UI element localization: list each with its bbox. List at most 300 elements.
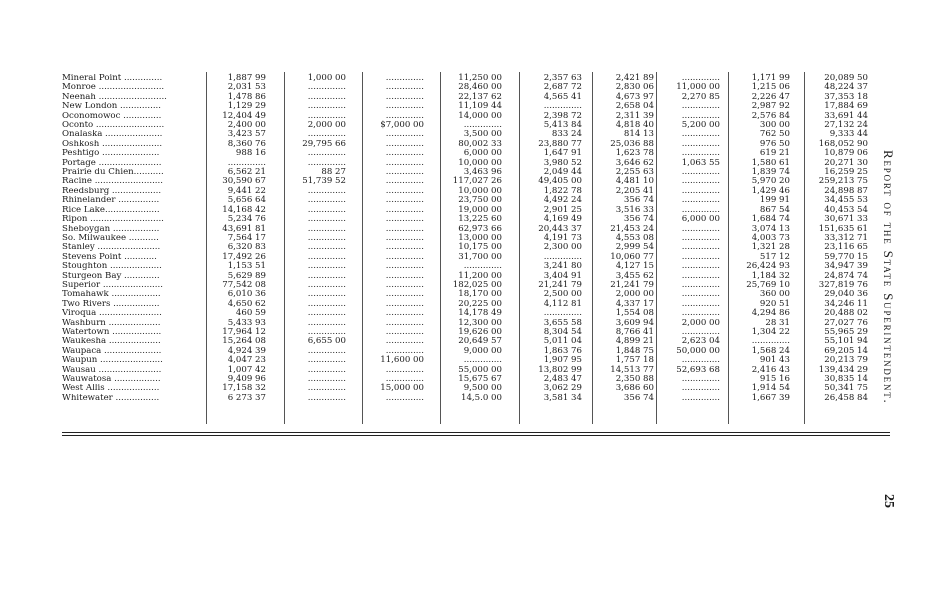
cell-col1: 6 273 37 [227,392,266,403]
cell-col5: 5,413 84 [543,120,582,131]
cell-col4: 11,250 00 [458,73,502,83]
cell-col2: .............. [307,91,346,102]
cell-col6: 4,818 40 [615,120,654,131]
cell-col1: 5,433 93 [227,317,266,328]
cell-total: 33,691 44 [824,110,868,121]
cell-col6: 8,766 41 [615,326,654,337]
cell-col1: 4,047 23 [227,355,266,366]
cell-col5: 23,880 77 [538,138,582,149]
cell-col1: 15,264 08 [222,336,266,347]
cell-total: 327,819 76 [818,279,868,290]
cell-total: 10,879 06 [824,148,868,159]
cell-col1: 5,656 64 [227,195,266,206]
cell-col2: .............. [307,308,346,319]
cell-col6: 4,553 08 [615,232,654,243]
cell-col8: 1,184 32 [751,270,790,281]
cell-col4: 117,027 26 [452,176,502,187]
cell-total: 50,341 75 [824,383,868,394]
cell-col4: 55,000 00 [458,364,502,375]
district-name: Sturgeon Bay ............. [62,271,160,281]
cell-col2: .............. [307,326,346,337]
cell-col5: 833 24 [551,129,582,140]
cell-col3: .............. [385,110,424,121]
cell-col7: .............. [681,251,720,262]
district-name: Superior ...................... [62,280,163,290]
cell-col6: 3,455 62 [615,270,654,281]
column-divider [519,72,520,424]
cell-col4: 10,175 00 [458,242,502,253]
cell-col6: 21,241 79 [610,279,654,290]
cell-col1: 1,153 51 [227,261,266,272]
district-name: Watertown .................. [62,327,162,337]
cell-col6: 2,658 04 [615,101,654,112]
cell-col4: 14,5.0 00 [460,392,502,403]
cell-col7: .............. [681,73,720,83]
cell-col6: 4,481 10 [615,176,654,187]
cell-col1: 8,360 76 [227,138,266,149]
cell-total: 20,213 79 [824,355,868,366]
cell-total: 168,052 90 [818,138,868,149]
cell-col7: .............. [681,270,720,281]
cell-col5: 3,581 34 [543,392,582,403]
cell-col6: 356 74 [623,195,654,206]
cell-col5: 2,500 00 [543,289,582,300]
cell-col7: .............. [681,176,720,187]
cell-col7: .............. [681,242,720,253]
cell-col6: 2,350 88 [615,374,654,384]
cell-total: 34,246 11 [824,298,868,309]
page-number [878,494,898,522]
cell-total: 40,453 54 [824,204,868,215]
cell-col7: .............. [681,355,720,366]
cell-col8: 26,424 93 [746,261,790,272]
cell-col8: 25,769 10 [746,279,790,290]
cell-col7: .............. [681,101,720,112]
cell-col5: .............. [543,308,582,319]
cell-col1: 6,562 21 [227,167,266,178]
cell-col7: .............. [681,148,720,159]
cell-col3: .............. [385,251,424,262]
cell-col2: .............. [307,110,346,121]
column-divider [728,72,729,424]
cell-col3: .............. [385,101,424,112]
district-name: Waukesha ................... [62,337,161,347]
cell-col6: 2,830 06 [615,82,654,93]
cell-col7: 11,000 00 [676,82,720,93]
cell-col1: 988 16 [235,148,266,159]
cell-col1: 17,492 26 [222,251,266,262]
cell-col4: 62,973 66 [458,223,502,234]
cell-col2: .............. [307,289,346,300]
cell-col1: 2,400 00 [227,120,266,131]
cell-col1: 9,409 96 [227,374,266,384]
cell-col6: 1,554 08 [615,308,654,319]
cell-col6: 4,127 15 [615,261,654,272]
table-bottom-rule [62,432,890,433]
cell-col4: 9,000 00 [463,345,502,356]
cell-col4: .............. [463,261,502,272]
cell-col6: 2,311 39 [615,110,654,121]
cell-col2: .............. [307,374,346,384]
cell-col5: 21,241 79 [538,279,582,290]
district-name: Two Rivers ................. [62,299,160,309]
cell-col4: 10,000 00 [458,185,502,196]
cell-col3: .............. [385,392,424,403]
cell-col1: 43,691 81 [222,223,266,234]
cell-total: 24,898 87 [824,185,868,196]
district-name: New London ............... [62,102,162,112]
district-name: Neenah ......................... [62,92,167,102]
cell-col6: 25,036 88 [610,138,654,149]
cell-col5: 13,802 99 [538,364,582,375]
cell-col1: 1,478 86 [227,91,266,102]
cell-col4: 20,225 00 [458,298,502,309]
cell-total: 34,947 39 [824,261,868,272]
cell-col3: .............. [385,148,424,159]
cell-total: 33,312 71 [824,232,868,243]
cell-col2: .............. [307,148,346,159]
cell-col7: .............. [681,308,720,319]
cell-total: 17,884 69 [824,101,868,112]
cell-col4: 20,649 57 [458,336,502,347]
cell-col3: .............. [385,364,424,375]
cell-col8: 2,416 43 [751,364,790,375]
district-name: Oconomowoc .............. [62,111,162,121]
cell-col2: .............. [307,223,346,234]
cell-col7: 6,000 00 [681,214,720,225]
cell-total: 48,224 37 [824,82,868,93]
cell-col8: 4,294 86 [751,308,790,319]
cell-col5: 2,049 44 [543,167,582,178]
cell-col5: 3,241 80 [543,261,582,272]
cell-col1: 14,168 42 [222,204,266,215]
running-head [874,150,896,430]
cell-col6: 3,609 94 [615,317,654,328]
cell-col7: .............. [681,185,720,196]
column-divider [656,72,657,424]
cell-col2: 29,795 66 [302,138,346,149]
cell-total: 139,434 29 [818,364,868,375]
cell-col2: .............. [307,157,346,168]
cell-col5: 4,169 49 [543,214,582,225]
cell-col2: 88 27 [321,167,346,178]
cell-col5: 2,901 25 [543,204,582,215]
cell-col5: .............. [543,251,582,262]
cell-col3: .............. [385,167,424,178]
cell-col5: 3,404 91 [543,270,582,281]
cell-col2: .............. [307,232,346,243]
cell-col4: 80,002 33 [458,138,502,149]
cell-col1: 1,129 29 [227,101,266,112]
district-name: Waupun ....................... [62,356,163,366]
district-name: Oconto ......................... [62,121,165,131]
cell-col2: .............. [307,251,346,262]
cell-col4: 10,000 00 [458,157,502,168]
table-bottom-rule [62,435,890,436]
cell-col8: 976 50 [759,138,790,149]
cell-col8: 199 91 [759,195,790,206]
cell-total: 27,132 24 [824,120,868,131]
cell-col6: 2,421 89 [615,73,654,83]
cell-col4: 31,700 00 [458,251,502,262]
cell-col6: 2,999 54 [615,242,654,253]
column-divider [592,72,593,424]
district-name: Sheboygan ................. [62,224,160,234]
cell-col7: .............. [681,279,720,290]
cell-col3: .............. [385,308,424,319]
cell-col6: 4,337 17 [615,298,654,309]
cell-col4: 12,300 00 [458,317,502,328]
cell-col5: 1,863 76 [543,345,582,356]
column-divider [804,72,805,424]
cell-total: 9,333 44 [829,129,868,140]
cell-col6: 3,686 60 [615,383,654,394]
cell-col3: .............. [385,345,424,356]
cell-col8: 915 16 [759,374,790,384]
cell-col1: 12,404 49 [222,110,266,121]
cell-col7: 2,270 85 [681,91,720,102]
cell-col1: 9,441 22 [227,185,266,196]
cell-col5: 5,011 04 [543,336,582,347]
cell-col4: 3,463 96 [463,167,502,178]
cell-total: 20,089 50 [824,73,868,83]
cell-col8: 619 21 [759,148,790,159]
cell-col3: .............. [385,157,424,168]
cell-col7: .............. [681,383,720,394]
cell-total: 55,101 94 [824,336,868,347]
cell-col7: .............. [681,110,720,121]
cell-col8: 1,215 06 [751,82,790,93]
cell-col4: 182,025 00 [452,279,502,290]
cell-col8: 300 00 [759,120,790,131]
cell-col6: 1,623 78 [615,148,654,159]
district-name: Peshtigo ..................... [62,149,160,159]
cell-col3: .............. [385,73,424,83]
cell-col3: .............. [385,223,424,234]
cell-col8: 3,074 13 [751,223,790,234]
cell-col8: 1,580 61 [751,157,790,168]
column-divider [284,72,285,424]
cell-col4: 15,675 67 [458,374,502,384]
cell-total: 30,835 14 [824,374,868,384]
cell-col3: $7,000 00 [380,120,424,131]
cell-col8: 1,568 24 [751,345,790,356]
cell-col5: .............. [543,101,582,112]
cell-col3: .............. [385,279,424,290]
cell-col8: 1,914 54 [751,383,790,394]
cell-col5: 2,483 47 [543,374,582,384]
cell-col8: 2,987 92 [751,101,790,112]
cell-col2: .............. [307,298,346,309]
cell-total: 30,671 33 [824,214,868,225]
district-name: Rice Lake.................... [62,205,160,215]
cell-col4: 13,225 60 [458,214,502,225]
cell-col6: 1,757 18 [615,355,654,366]
column-divider [362,72,363,424]
cell-col1: 7,564 17 [227,232,266,243]
cell-col6: 356 74 [623,392,654,403]
cell-col6: 2,000 00 [615,289,654,300]
cell-col3: .............. [385,374,424,384]
cell-col8: 4,003 73 [751,232,790,243]
cell-col1: 4,924 39 [227,345,266,356]
cell-col8: 867 54 [759,204,790,215]
cell-col2: .............. [307,185,346,196]
cell-col4: 23,750 00 [458,195,502,206]
cell-total: 26,458 84 [824,392,868,403]
cell-col8: 28 31 [765,317,790,328]
cell-total: 37,353 18 [824,91,868,102]
cell-col6: 1,848 75 [615,345,654,356]
cell-col4: 11,200 00 [458,270,502,281]
cell-col6: 3,516 33 [615,204,654,215]
cell-col8: 360 00 [759,289,790,300]
cell-col7: 52,693 68 [676,364,720,375]
district-name: Whitewater ................ [62,393,160,403]
cell-col3: .............. [385,336,424,347]
cell-col3: .............. [385,232,424,243]
cell-col1: 77,542 08 [222,279,266,290]
cell-total: 34,455 53 [824,195,868,206]
cell-col6: 14,513 77 [610,364,654,375]
cell-col1: 6,010 36 [227,289,266,300]
cell-col4: 13,000 00 [458,232,502,243]
cell-total: 59,770 15 [824,251,868,262]
column-divider [440,72,441,424]
cell-total: 20,488 02 [824,308,868,319]
cell-col4: .............. [463,355,502,366]
cell-col2: .............. [307,195,346,206]
cell-col1: 460 59 [235,308,266,319]
cell-col5: 2,398 72 [543,110,582,121]
cell-col5: 4,492 24 [543,195,582,206]
district-name: Tomahawk .................. [62,290,161,300]
cell-col1: 4,650 62 [227,298,266,309]
cell-col3: .............. [385,326,424,337]
district-name: Prairie du Chien........... [62,168,164,178]
cell-total: 259,213 75 [818,176,868,187]
cell-col7: .............. [681,374,720,384]
cell-col1: 5,629 89 [227,270,266,281]
cell-col4: 14,178 49 [458,308,502,319]
cell-col1: 2,031 53 [227,82,266,93]
cell-col5: 3,655 58 [543,317,582,328]
cell-col3: .............. [385,91,424,102]
cell-col2: .............. [307,129,346,140]
cell-total: 29,040 36 [824,289,868,300]
district-name: Stevens Point ............ [62,252,157,262]
cell-col5: 8,304 54 [543,326,582,337]
cell-col6: 4,899 21 [615,336,654,347]
cell-col4: 14,000 00 [458,110,502,121]
cell-col1: 5,234 76 [227,214,266,225]
cell-col3: .............. [385,298,424,309]
cell-col4: 19,000 00 [458,204,502,215]
cell-col2: .............. [307,364,346,375]
cell-col2: .............. [307,214,346,225]
cell-col3: .............. [385,82,424,93]
cell-col1: 6,320 83 [227,242,266,253]
cell-col6: 3,646 62 [615,157,654,168]
district-name: Stanley ....................... [62,243,161,253]
district-name: West Allis ................... [62,384,160,394]
district-name: Reedsburg .................. [62,186,162,196]
cell-col7: 2,000 00 [681,317,720,328]
cell-col3: .............. [385,138,424,149]
cell-col8: 1,684 74 [751,214,790,225]
cell-total: 24,874 74 [824,270,868,281]
cell-col4: .............. [463,120,502,131]
cell-col8: 1,667 39 [751,392,790,403]
cell-col3: .............. [385,204,424,215]
cell-col7: 5,200 00 [681,120,720,131]
cell-col6: 4,673 97 [615,91,654,102]
district-name: Onalaska ..................... [62,130,163,140]
cell-total: 23,116 65 [824,242,868,253]
cell-col5: 2,357 63 [543,73,582,83]
cell-col7: .............. [681,261,720,272]
cell-total: 55,965 29 [824,326,868,337]
cell-col3: .............. [385,185,424,196]
cell-col2: .............. [307,261,346,272]
cell-col3: .............. [385,317,424,328]
cell-col4: 6,000 00 [463,148,502,159]
cell-col2: .............. [307,317,346,328]
cell-col7: .............. [681,167,720,178]
cell-col8: .............. [751,336,790,347]
cell-col4: 3,500 00 [463,129,502,140]
cell-col6: 10,060 77 [610,251,654,262]
cell-col2: 6,655 00 [307,336,346,347]
cell-col8: 2,576 84 [751,110,790,121]
cell-col4: 9,500 00 [463,383,502,394]
cell-col7: .............. [681,232,720,243]
cell-col2: .............. [307,242,346,253]
cell-col4: 28,460 00 [458,82,502,93]
cell-col4: 18,170 00 [458,289,502,300]
district-name: So. Milwaukee ........... [62,233,159,243]
cell-col7: .............. [681,195,720,206]
cell-col1: 17,964 12 [222,326,266,337]
cell-col2: .............. [307,204,346,215]
cell-col3: .............. [385,195,424,206]
cell-total: 69,205 14 [824,345,868,356]
cell-col3: .............. [385,242,424,253]
cell-col3: .............. [385,214,424,225]
district-name: Monroe ........................ [62,83,165,93]
cell-col7: 1,063 55 [681,157,720,168]
cell-col7: .............. [681,289,720,300]
cell-col8: 901 43 [759,355,790,366]
cell-col8: 762 50 [759,129,790,140]
cell-col7: .............. [681,223,720,234]
cell-total: 16,259 25 [824,167,868,178]
cell-col6: 2,205 41 [615,185,654,196]
cell-total: 27,027 76 [824,317,868,328]
cell-col8: 1,304 22 [751,326,790,337]
cell-col8: 5,970 20 [751,176,790,187]
district-name: Washburn ................... [62,318,161,328]
cell-col5: 4,565 41 [543,91,582,102]
cell-col8: 1,839 74 [751,167,790,178]
district-name: Stoughton ................... [62,262,162,272]
cell-col1: 17,158 32 [222,383,266,394]
cell-col6: 2,255 63 [615,167,654,178]
cell-col7: .............. [681,204,720,215]
page-number-text: 25 [881,494,896,508]
cell-col5: 4,112 81 [543,298,582,309]
cell-col8: 2,226 47 [751,91,790,102]
